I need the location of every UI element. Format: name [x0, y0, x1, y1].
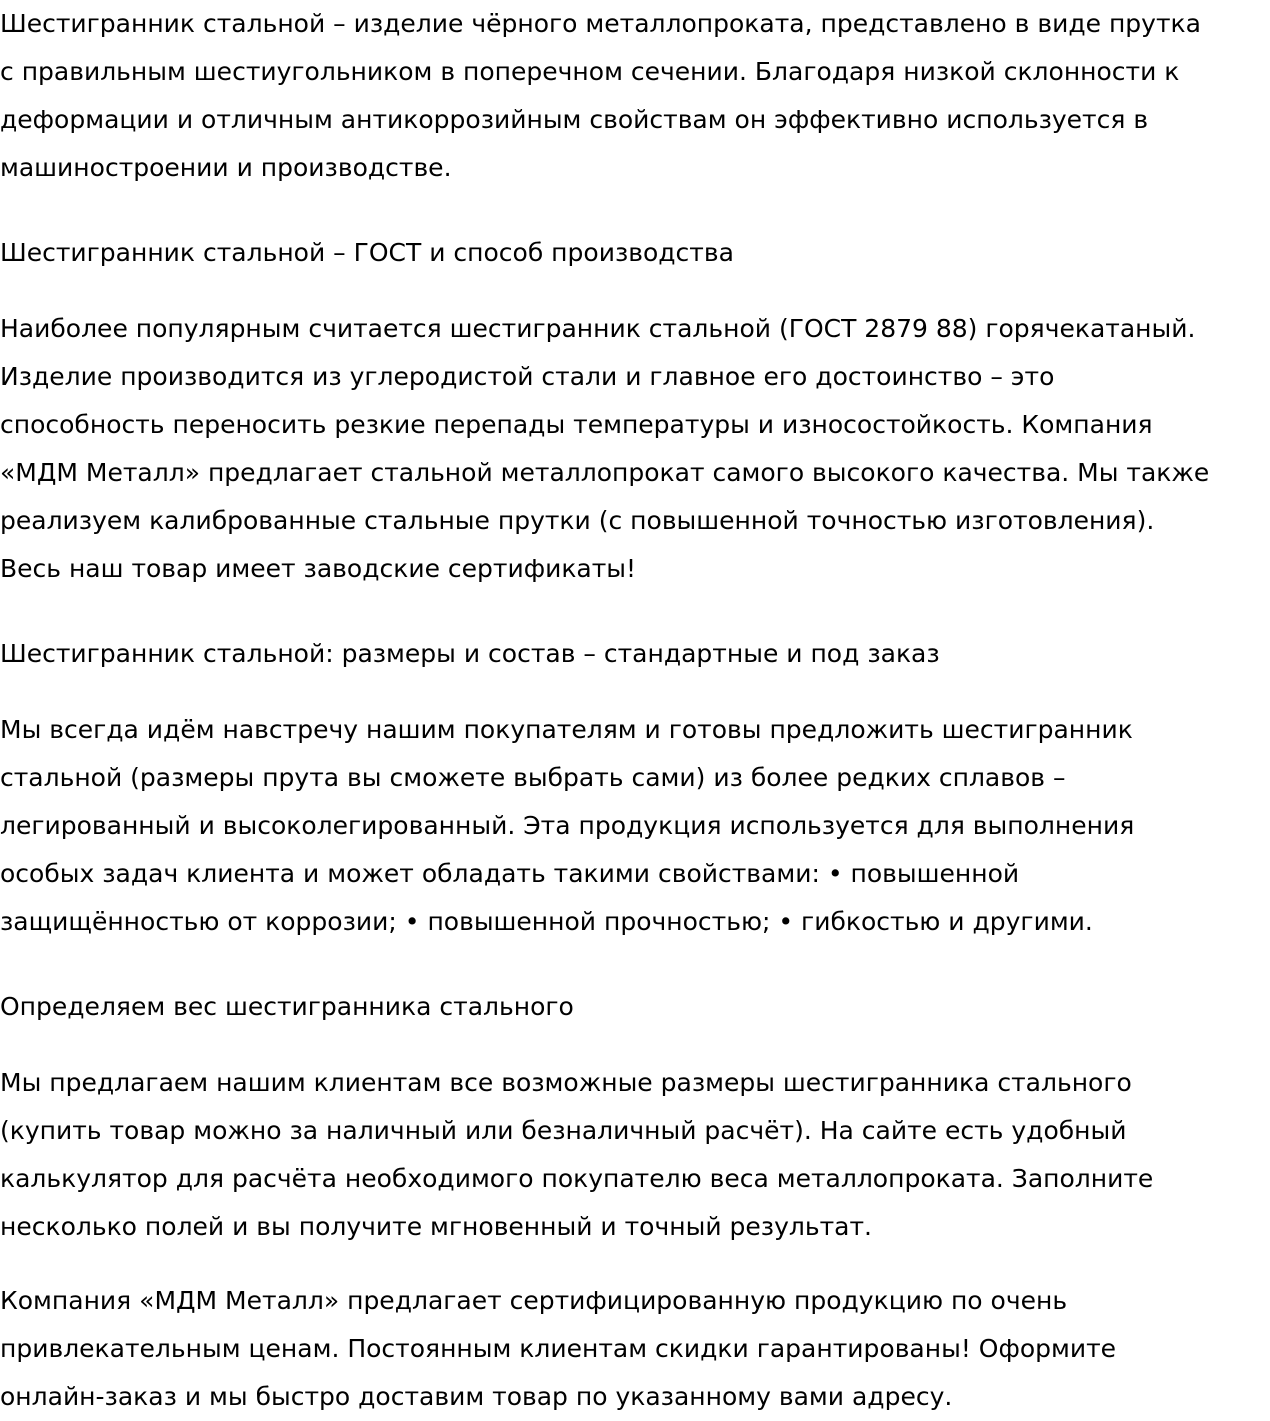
sizes-paragraph: [0, 706, 1270, 946]
heading-sizes: Шестигранник стальной: размеры и состав – стандартные и под заказ: [0, 639, 940, 668]
text-line: защищённостью от коррозии; • повышенной прочностью; • гибкостью и другими.: [0, 907, 1093, 936]
text-line: Мы всегда идём навстречу нашим покупателям и готовы предложить шестигранник: [0, 715, 1133, 744]
text-line: деформации и отличным антикоррозийным свойствам он эффективно используется в: [0, 105, 1149, 134]
text-line: (купить товар можно за наличный или безналичный расчёт). На сайте есть удобный: [0, 1116, 1127, 1145]
heading-gost: Шестигранник стальной – ГОСТ и способ производства: [0, 238, 734, 267]
text-line: реализуем калиброванные стальные прутки (с повышенной точностью изготовления).: [0, 506, 1155, 535]
closing-paragraph: [0, 1277, 1270, 1421]
intro-paragraph: [0, 0, 1270, 192]
text-line: онлайн-заказ и мы быстро доставим товар по указанному вами адресу.: [0, 1382, 953, 1411]
text-line: Мы предлагаем нашим клиентам все возможные размеры шестигранника стального: [0, 1068, 1132, 1097]
text-line: Шестигранник стальной – изделие чёрного металлопроката, представлено в виде прутка: [0, 9, 1201, 38]
text-line: Весь наш товар имеет заводские сертификаты!: [0, 554, 637, 583]
heading-weight: Определяем вес шестигранника стального: [0, 992, 574, 1021]
text-line: Компания «МДМ Металл» предлагает сертифицированную продукцию по очень: [0, 1286, 1068, 1315]
text-line: несколько полей и вы получите мгновенный и точный результат.: [0, 1212, 872, 1241]
text-line: с правильным шестиугольником в поперечном сечении. Благодаря низкой склонности к: [0, 57, 1180, 86]
text-line: способность переносить резкие перепады температуры и износостойкость. Компания: [0, 410, 1153, 439]
text-line: стальной (размеры прута вы сможете выбрать сами) из более редких сплавов –: [0, 763, 1066, 792]
text-line: особых задач клиента и может обладать такими свойствами: • повышенной: [0, 859, 1020, 888]
text-line: привлекательным ценам. Постоянным клиентам скидки гарантированы! Оформите: [0, 1334, 1117, 1363]
weight-paragraph: [0, 1059, 1270, 1251]
text-line: Наиболее популярным считается шестигранник стальной (ГОСТ 2879 88) горячекатаный.: [0, 314, 1196, 343]
text-line: калькулятор для расчёта необходимого покупателю веса металлопроката. Заполните: [0, 1164, 1154, 1193]
text-line: легированный и высоколегированный. Эта продукция используется для выполнения: [0, 811, 1135, 840]
gost-paragraph: [0, 305, 1270, 593]
text-line: Изделие производится из углеродистой стали и главное его достоинство – это: [0, 362, 1055, 391]
text-line: машиностроении и производстве.: [0, 153, 452, 182]
text-line: «МДМ Металл» предлагает стальной металлопрокат самого высокого качества. Мы также: [0, 458, 1210, 487]
